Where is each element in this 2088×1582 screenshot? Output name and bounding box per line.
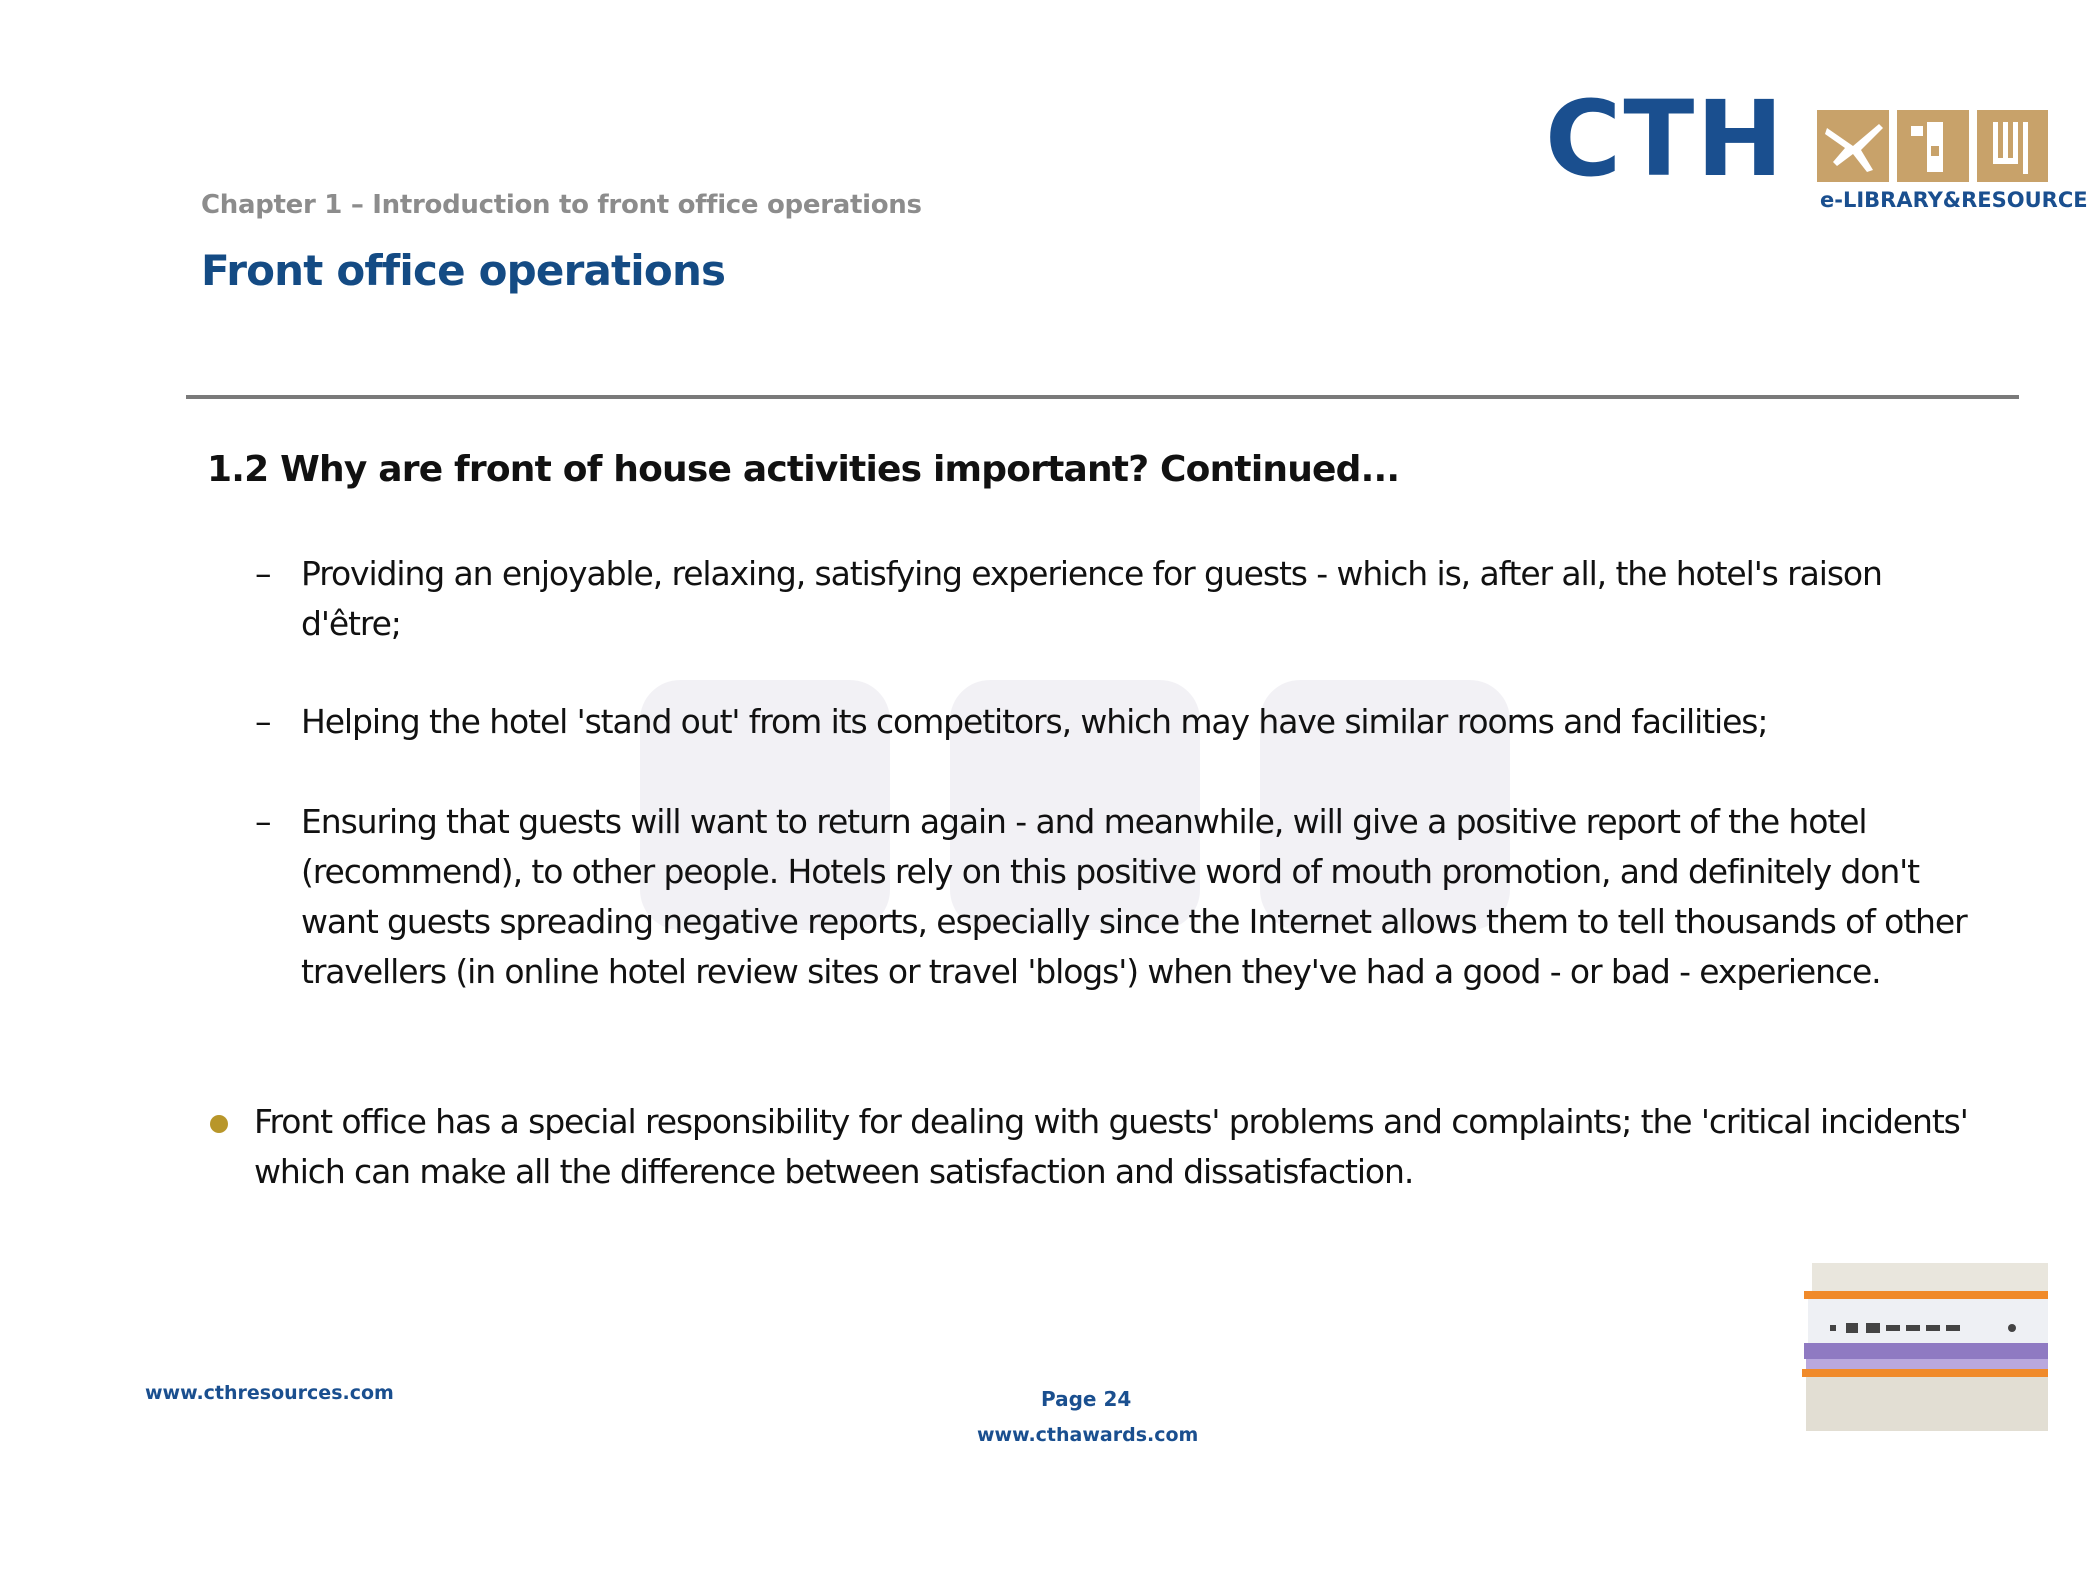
dash-marker: – <box>255 554 272 593</box>
bullet-item-text: Front office has a special responsibility for dealing with guests' problems and complaints; the 'critical incidents' which can make all the difference between satisfaction and dissatisfaction. <box>254 1102 1968 1191</box>
cth-logo <box>1545 78 2088 220</box>
list-item-text: Helping the hotel 'stand out' from its competitors, which may have similar rooms and facilities; <box>301 702 1768 741</box>
list-item-text: Providing an enjoyable, relaxing, satisfying experience for guests - which is, after all, the hotel's raison d'être; <box>301 554 1882 643</box>
logo-subtitle: e-LIBRARY&RESOURCE <box>1820 188 2088 212</box>
dash-marker: – <box>255 702 272 741</box>
dash-marker: – <box>255 802 272 841</box>
bullet-dot-icon <box>210 1115 228 1133</box>
footer-awards-link[interactable]: www.cthawards.com <box>977 1424 1199 1446</box>
section-heading: 1.2 Why are front of house activities important? Continued... <box>207 449 1400 490</box>
footer-resources-link[interactable]: www.cthresources.com <box>145 1382 394 1404</box>
list-item-text: Ensuring that guests will want to return again - and meanwhile, will give a positive report of the hotel (recommend), to other people. Hotels rely on this positive word of mouth promotion, and definitely don't want guests spreading negative reports, especially since the Internet allows them to tell thousands of other travellers (in online hotel review sites or travel 'blogs') when they've had a good - or bad - experience. <box>301 802 1967 991</box>
chapter-label: Chapter 1 – Introduction to front office operations <box>201 190 922 220</box>
plane-icon <box>1817 110 1889 182</box>
device-stack-image <box>1800 1263 2048 1433</box>
cutlery-icon <box>1977 110 2048 182</box>
header-divider <box>186 395 2019 399</box>
key-icon <box>1897 110 1969 182</box>
logo-text: CTH <box>1545 78 1786 200</box>
page-number: Page 24 <box>1041 1387 1132 1411</box>
page-title: Front office operations <box>201 246 726 295</box>
